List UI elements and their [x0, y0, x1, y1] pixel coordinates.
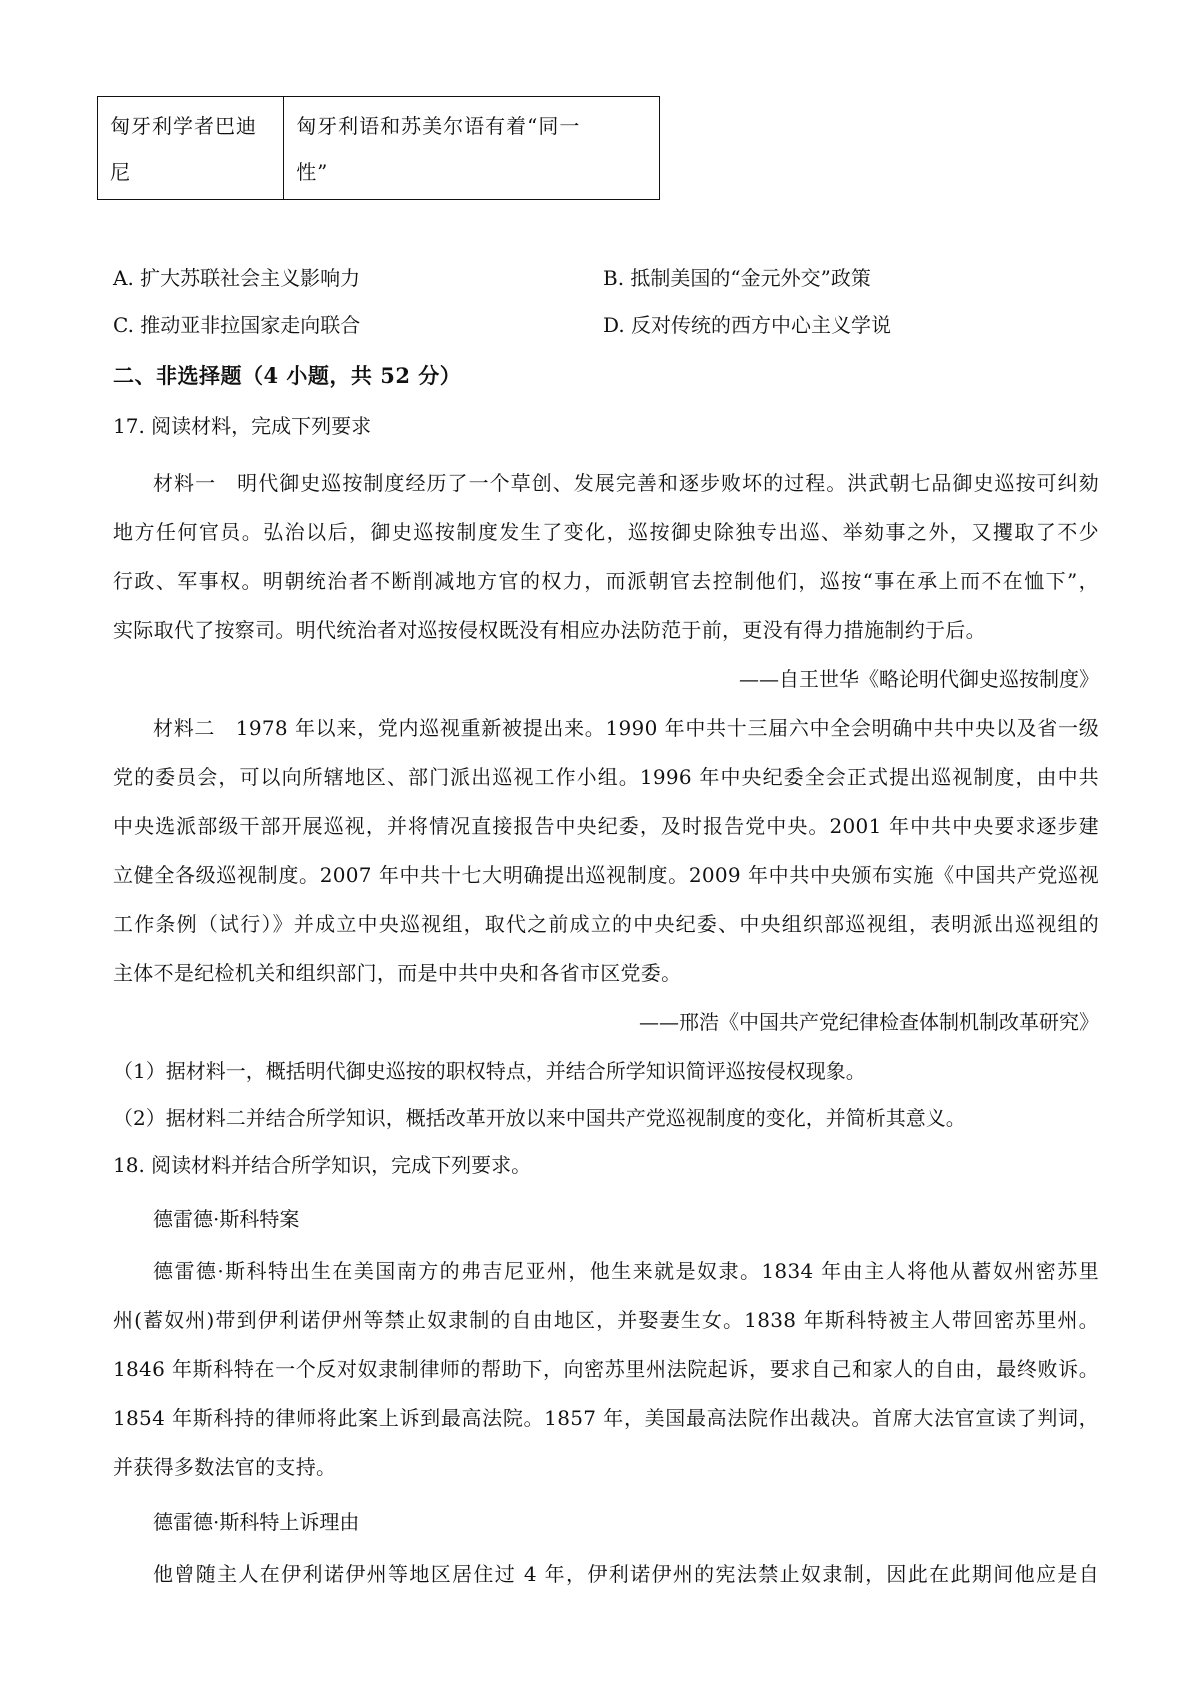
q18-appeal-line: 他曾随主人在伊利诺伊州等地区居住过 4 年，伊利诺伊州的宪法禁止奴隶制，因此在此期间他应是自	[153, 1562, 1099, 1586]
option-b: B. 抵制美国的“金元外交”政策	[603, 266, 871, 290]
table-cell-text: 性”	[296, 160, 329, 184]
q18-prompt: 18. 阅读材料并结合所学知识，完成下列要求。	[113, 1153, 532, 1177]
table-cell-text: 匈牙利学者巴迪	[110, 114, 257, 138]
q18-case-line: 德雷德·斯科特出生在美国南方的弗吉尼亚州，他生来就是奴隶。1834 年由主人将他从蓄奴州密苏里	[153, 1259, 1099, 1283]
q17-prompt: 17. 阅读材料，完成下列要求	[113, 414, 372, 438]
q17-material2-line: 材料二 1978 年以来，党内巡视重新被提出来。1990 年中共十三届六中全会明确中共中央以及省一级	[153, 716, 1099, 740]
option-d: D. 反对传统的西方中心主义学说	[603, 313, 892, 337]
q17-subquestion-2: （2）据材料二并结合所学知识，概括改革开放以来中国共产党巡视制度的变化，并简析其意义。	[113, 1106, 966, 1130]
q18-appeal-title: 德雷德·斯科特上诉理由	[153, 1510, 360, 1534]
q17-source2: ——邢浩《中国共产党纪律检查体制机制改革研究》	[639, 1010, 1099, 1034]
q17-material2-line: 主体不是纪检机关和组织部门，而是中共中央和各省市区党委。	[113, 961, 682, 985]
table-row	[98, 97, 660, 200]
table-cell-scholar	[98, 97, 284, 200]
q17-material1-line: 行政、军事权。明朝统治者不断削减地方官的权力，而派朝官去控制他们，巡按“事在承上而不在恤下”，	[113, 569, 1099, 593]
table-cell-text: 尼	[110, 160, 131, 184]
q17-subquestion-1: （1）据材料一，概括明代御史巡按的职权特点，并结合所学知识简评巡按侵权现象。	[113, 1059, 866, 1083]
q17-material1-line: 地方任何官员。弘治以后，御史巡按制度发生了变化，巡按御史除独专出巡、举劾事之外，又攫取了不少	[113, 520, 1099, 544]
q17-material2-line: 工作条例（试行）》并成立中央巡视组，取代之前成立的中央纪委、中央组织部巡视组，表明派出巡视组的	[113, 912, 1099, 936]
comparison-table	[97, 96, 660, 200]
q17-material1-line: 材料一 明代御史巡按制度经历了一个草创、发展完善和逐步败坏的过程。洪武朝七品御史巡按可纠劾	[153, 471, 1099, 495]
q17-material2-line: 立健全各级巡视制度。2007 年中共十七大明确提出巡视制度。2009 年中共中央颁布实施《中国共产党巡视	[113, 863, 1099, 887]
q18-case-line: 州(蓄奴州)带到伊利诺伊州等禁止奴隶制的自由地区，并娶妻生女。1838 年斯科特被主人带回密苏里州。	[113, 1308, 1099, 1332]
q18-case-line: 1846 年斯科特在一个反对奴隶制律师的帮助下，向密苏里州法院起诉，要求自己和家人的自由，最终败诉。	[113, 1357, 1099, 1381]
section-heading: 二、非选择题（4 小题，共 52 分）	[113, 363, 462, 388]
q18-case-line: 1854 年斯科持的律师将此案上诉到最高法院。1857 年，美国最高法院作出裁决。首席大法官宣读了判词，	[113, 1406, 1099, 1430]
q17-source1: ——自王世华《略论明代御史巡按制度》	[739, 667, 1099, 691]
q17-material2-line: 中央选派部级干部开展巡视，并将情况直接报告中央纪委，及时报告党中央。2001 年中共中央要求逐步建	[113, 814, 1099, 838]
q17-material2-line: 党的委员会，可以向所辖地区、部门派出巡视工作小组。1996 年中央纪委全会正式提出巡视制度，由中共	[113, 765, 1099, 789]
q18-case-line: 并获得多数法官的支持。	[113, 1455, 337, 1479]
q17-material1-line: 实际取代了按察司。明代统治者对巡按侵权既没有相应办法防范于前，更没有得力措施制约于后。	[113, 618, 986, 642]
option-c: C. 推动亚非拉国家走向联合	[113, 313, 361, 337]
option-a: A. 扩大苏联社会主义影响力	[113, 266, 361, 290]
table-cell-claim	[284, 97, 660, 200]
q18-case-title: 德雷德·斯科特案	[153, 1207, 300, 1231]
table-cell-text: 匈牙利语和苏美尔语有着“同一	[296, 114, 581, 138]
